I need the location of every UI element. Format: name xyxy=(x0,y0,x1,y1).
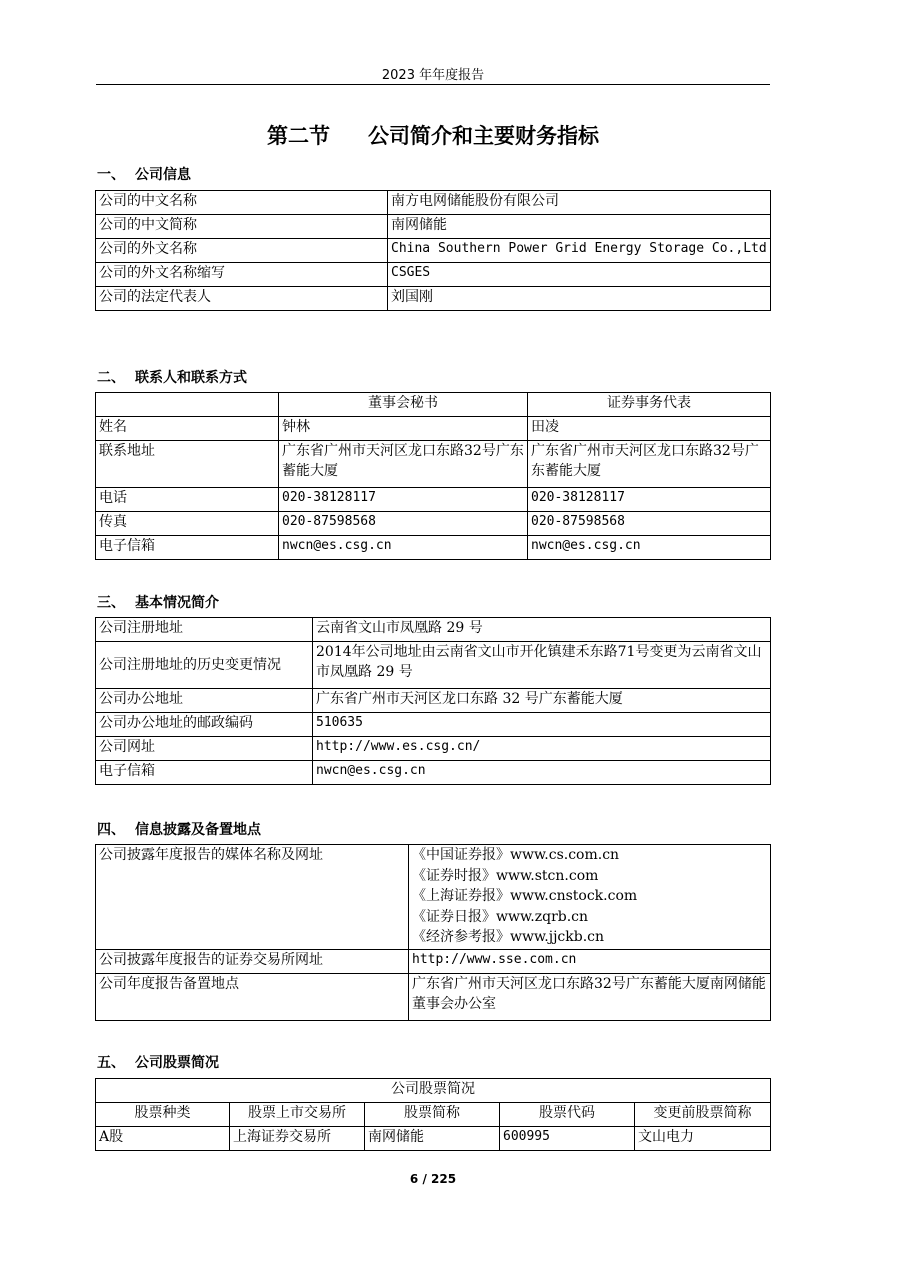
basic-info-table xyxy=(95,617,771,785)
section-disclosure-title: 四、 信息披露及备置地点 xyxy=(97,822,261,838)
table-row xyxy=(96,287,771,311)
contact-value: 广东省广州市天河区龙口东路32号广东蓄能大厦 xyxy=(528,441,771,488)
disclosure-table xyxy=(95,844,771,1021)
column-header: 股票代码 xyxy=(500,1103,635,1127)
contact-key: 传真 xyxy=(96,512,279,536)
info-key: 公司的中文简称 xyxy=(96,215,388,239)
basic-key: 电子信箱 xyxy=(96,761,313,785)
column-header: 证券事务代表 xyxy=(528,393,771,417)
info-value: 南网储能 xyxy=(388,215,771,239)
stock-cell: 600995 xyxy=(500,1127,635,1151)
section-contact-title: 二、 联系人和联系方式 xyxy=(97,370,247,386)
contact-value: nwcn@es.csg.cn xyxy=(279,536,528,560)
contact-table xyxy=(95,392,771,560)
info-value: China Southern Power Grid Energy Storage Co.,Ltd xyxy=(388,239,771,263)
stock-cell: 南网储能 xyxy=(365,1127,500,1151)
table-row xyxy=(96,239,771,263)
page-header: 2023 年年度报告 xyxy=(381,68,485,83)
media-item: 《证券时报》www.stcn.com xyxy=(412,867,599,884)
table-row xyxy=(96,974,771,1021)
contact-key: 姓名 xyxy=(96,417,279,441)
header-rule xyxy=(96,84,770,85)
basic-key: 公司注册地址 xyxy=(96,618,313,642)
info-key: 公司的法定代表人 xyxy=(96,287,388,311)
table-row xyxy=(96,713,771,737)
stock-table-title: 公司股票简况 xyxy=(96,1079,771,1103)
basic-key: 公司办公地址的邮政编码 xyxy=(96,713,313,737)
page-number: 6 / 225 xyxy=(409,1172,457,1186)
table-row xyxy=(96,393,771,417)
basic-value: 510635 xyxy=(313,713,771,737)
media-item: 《经济参考报》www.jjckb.cn xyxy=(412,929,605,945)
contact-value: 钟林 xyxy=(279,417,528,441)
table-row xyxy=(96,1079,771,1103)
table-row xyxy=(96,737,771,761)
contact-value: 广东省广州市天河区龙口东路32号广东蓄能大厦 xyxy=(279,441,528,488)
column-header: 股票简称 xyxy=(365,1103,500,1127)
company-info-table xyxy=(95,190,771,311)
basic-value: nwcn@es.csg.cn xyxy=(313,761,771,785)
disclosure-value: http://www.sse.com.cn xyxy=(409,950,771,974)
column-header: 股票上市交易所 xyxy=(230,1103,365,1127)
table-row xyxy=(96,191,771,215)
contact-key: 联系地址 xyxy=(96,441,279,488)
contact-value: 020-87598568 xyxy=(279,512,528,536)
table-row xyxy=(96,215,771,239)
info-value: 南方电网储能股份有限公司 xyxy=(388,191,771,215)
table-row xyxy=(96,618,771,642)
table-row xyxy=(96,642,771,689)
disclosure-key: 公司披露年度报告的证券交易所网址 xyxy=(96,950,409,974)
media-list xyxy=(409,845,771,950)
info-key: 公司的外文名称缩写 xyxy=(96,263,388,287)
section-basic-info-title: 三、 基本情况简介 xyxy=(97,595,219,611)
basic-key: 公司网址 xyxy=(96,737,313,761)
basic-key: 公司办公地址 xyxy=(96,689,313,713)
info-key: 公司的外文名称 xyxy=(96,239,388,263)
media-item: 《证券日报》www.zqrb.cn xyxy=(412,908,589,925)
contact-value: 020-38128117 xyxy=(279,488,528,512)
basic-value: 云南省文山市凤凰路 29 号 xyxy=(313,618,771,642)
table-row xyxy=(96,536,771,560)
basic-value: http://www.es.csg.cn/ xyxy=(313,737,771,761)
table-row xyxy=(96,488,771,512)
basic-value: 2014年公司地址由云南省文山市开化镇建禾东路71号变更为云南省文山市凤凰路 29 号 xyxy=(313,642,771,689)
section-company-info-title: 一、 公司信息 xyxy=(97,167,191,183)
chapter-name: 公司简介和主要财务指标 xyxy=(368,124,599,148)
disclosure-key: 公司年度报告备置地点 xyxy=(96,974,409,1021)
column-header: 董事会秘书 xyxy=(279,393,528,417)
table-row xyxy=(96,761,771,785)
stock-table xyxy=(95,1078,771,1151)
contact-value: 020-87598568 xyxy=(528,512,771,536)
table-row xyxy=(96,689,771,713)
stock-cell: 文山电力 xyxy=(635,1127,771,1151)
chapter-number: 第二节 xyxy=(267,124,330,148)
table-row xyxy=(96,263,771,287)
section-stock-title: 五、 公司股票简况 xyxy=(97,1055,219,1071)
table-row xyxy=(96,845,771,950)
info-value: 刘国刚 xyxy=(388,287,771,311)
stock-cell: A股 xyxy=(96,1127,230,1151)
table-row xyxy=(96,1127,771,1151)
table-row xyxy=(96,512,771,536)
info-key: 公司的中文名称 xyxy=(96,191,388,215)
disclosure-key: 公司披露年度报告的媒体名称及网址 xyxy=(96,845,409,950)
basic-value: 广东省广州市天河区龙口东路 32 号广东蓄能大厦 xyxy=(313,689,771,713)
stock-cell: 上海证券交易所 xyxy=(230,1127,365,1151)
disclosure-value: 广东省广州市天河区龙口东路32号广东蓄能大厦南网储能董事会办公室 xyxy=(409,974,771,1021)
column-header: 股票种类 xyxy=(96,1103,230,1127)
table-row xyxy=(96,950,771,974)
contact-value: 020-38128117 xyxy=(528,488,771,512)
media-item: 《上海证券报》www.cnstock.com xyxy=(412,888,638,904)
media-item: 《中国证券报》www.cs.com.cn xyxy=(412,847,620,863)
contact-value: nwcn@es.csg.cn xyxy=(528,536,771,560)
column-header: 变更前股票简称 xyxy=(635,1103,771,1127)
basic-key: 公司注册地址的历史变更情况 xyxy=(96,642,313,689)
contact-key: 电话 xyxy=(96,488,279,512)
contact-value: 田凌 xyxy=(528,417,771,441)
info-value: CSGES xyxy=(388,263,771,287)
table-row xyxy=(96,441,771,488)
contact-key: 电子信箱 xyxy=(96,536,279,560)
table-row xyxy=(96,417,771,441)
table-row xyxy=(96,1103,771,1127)
chapter-title xyxy=(96,120,770,150)
